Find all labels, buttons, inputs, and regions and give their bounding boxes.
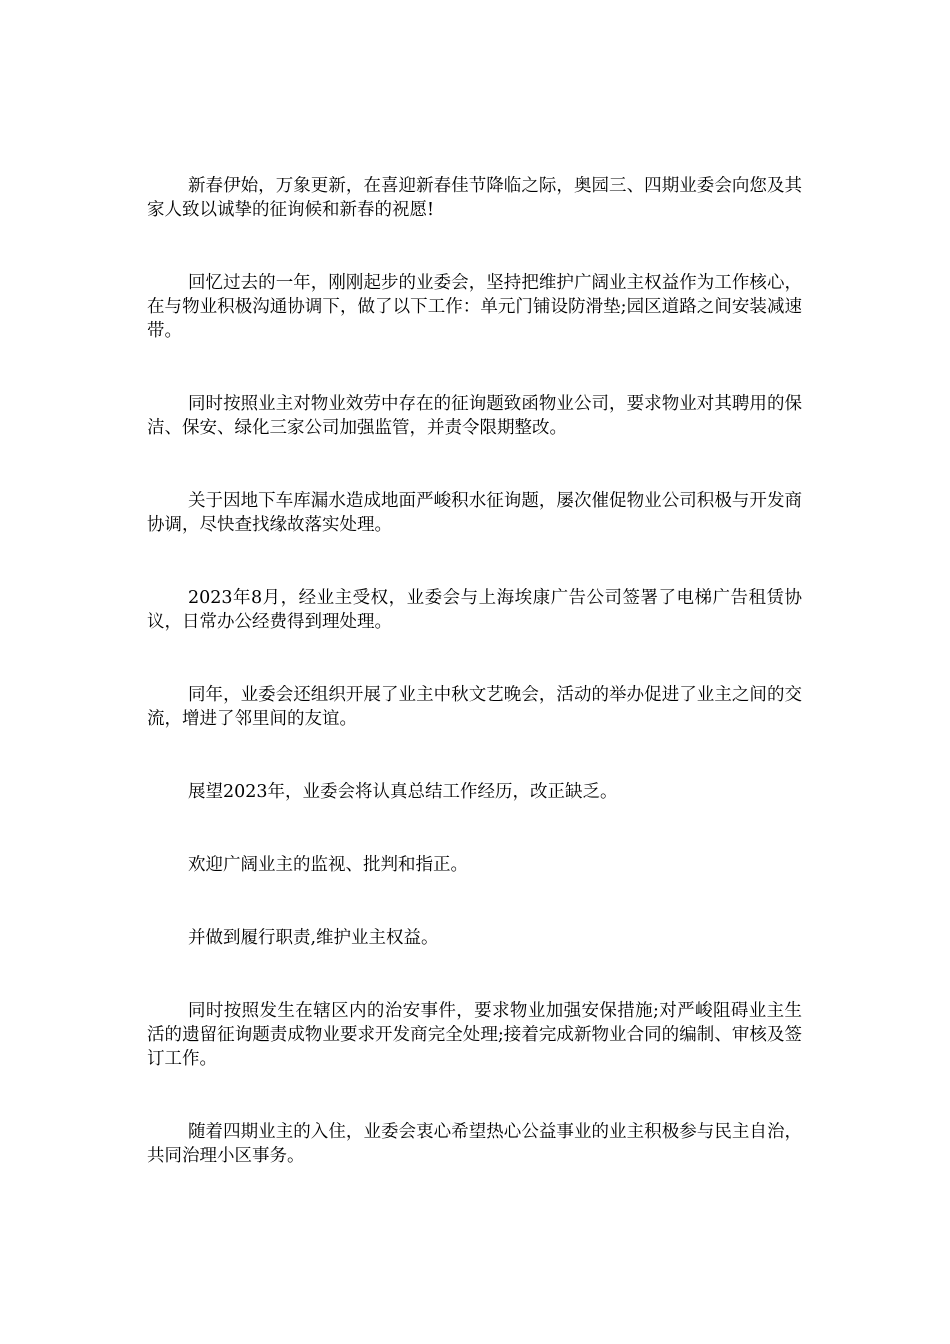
paragraph-garage-leak: 关于因地下车库漏水造成地面严峻积水征询题，屡次催促物业公司积极与开发商协调，尽快查找缘故落实处理。	[147, 491, 802, 535]
paragraph-participation: 随着四期业主的入住，业委会衷心希望热心公益事业的业主积极参与民主自治，共同治理小区事务。	[147, 1122, 802, 1166]
paragraph-elevator-ads: 2023年8月，经业主受权，业委会与上海埃康广告公司签署了电梯广告租赁协议，日常办公经费得到理处理。	[147, 588, 802, 632]
paragraph-outlook: 展望2023年，业委会将认真总结工作经历，改正缺乏。	[188, 782, 618, 802]
paragraph-welcome: 欢迎广阔业主的监视、批判和指正。	[188, 855, 468, 875]
paragraph-mid-autumn: 同年，业委会还组织开展了业主中秋文艺晚会，活动的举办促进了业主之间的交流，增进了邻里间的友谊。	[147, 685, 802, 729]
paragraph-security: 同时按照发生在辖区内的治安事件，要求物业加强安保措施;对严峻阻碍业主生活的遗留征询题责成物业要求开发商完全处理;接着完成新物业合同的编制、审核及签订工作。	[147, 1001, 802, 1069]
paragraph-review: 回忆过去的一年，刚刚起步的业委会，坚持把维护广阔业主权益作为工作核心，在与物业积极沟通协调下，做了以下工作：单元门铺设防滑垫;园区道路之间安装减速带。	[147, 273, 802, 341]
paragraph-greeting: 新春伊始，万象更新，在喜迎新春佳节降临之际，奥园三、四期业委会向您及其家人致以诚挚的征询候和新春的祝愿!	[147, 176, 802, 220]
paragraph-supervision: 同时按照业主对物业效劳中存在的征询题致函物业公司，要求物业对其聘用的保洁、保安、绿化三家公司加强监管，并责令限期整改。	[147, 394, 802, 438]
paragraph-duties: 并做到履行职责,维护业主权益。	[188, 928, 439, 948]
document-body	[147, 174, 802, 1168]
